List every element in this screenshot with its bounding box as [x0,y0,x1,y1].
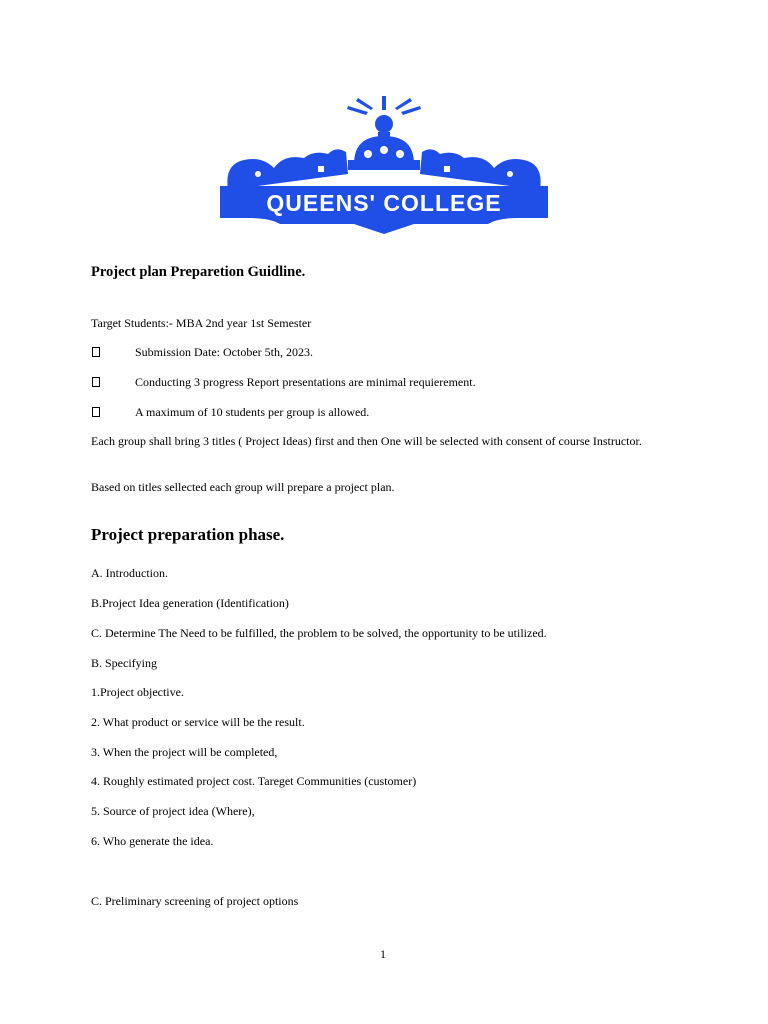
bullet-submission-date: Submission Date: October 5th, 2023. [135,345,313,359]
list-item: 1.Project objective. [91,685,184,699]
bullet-marker-icon [92,407,100,417]
guideline-heading: Project plan Preparetion Guidline. [91,264,306,280]
list-item: B.Project Idea generation (Identification) [91,596,289,610]
section-title: Project preparation phase. [91,525,285,544]
list-item: 5. Source of project idea (Where), [91,804,255,818]
logo-text: QUEENS' COLLEGE [266,190,502,216]
bullet-marker-icon [92,377,100,387]
list-item: 6. Who generate the idea. [91,834,214,848]
list-item: 3. When the project will be completed, [91,745,278,759]
paragraph-titles: Each group shall bring 3 titles ( Project Ideas) first and then One will be selected with consent of course Instructor. [91,434,642,448]
paragraph-project-plan: Based on titles sellected each group will prepare a project plan. [91,480,395,494]
bullet-group-size: A maximum of 10 students per group is allowed. [135,405,370,419]
list-item: 4. Roughly estimated project cost. Tareget Communities (customer) [91,774,417,788]
queens-college-logo [218,94,550,234]
target-students: Target Students:- MBA 2nd year 1st Semester [91,316,312,330]
bullet-progress-reports: Conducting 3 progress Report presentations are minimal requierement. [135,375,476,389]
list-item: C. Determine The Need to be fulfilled, the problem to be solved, the opportunity to be utilized. [91,626,547,640]
list-item: 2. What product or service will be the result. [91,715,305,729]
page-number: 1 [380,947,386,961]
list-item: B. Specifying [91,656,157,670]
list-item-preliminary-screening: C. Preliminary screening of project options [91,894,299,908]
bullet-marker-icon [92,347,100,357]
list-item: A. Introduction. [91,566,168,580]
